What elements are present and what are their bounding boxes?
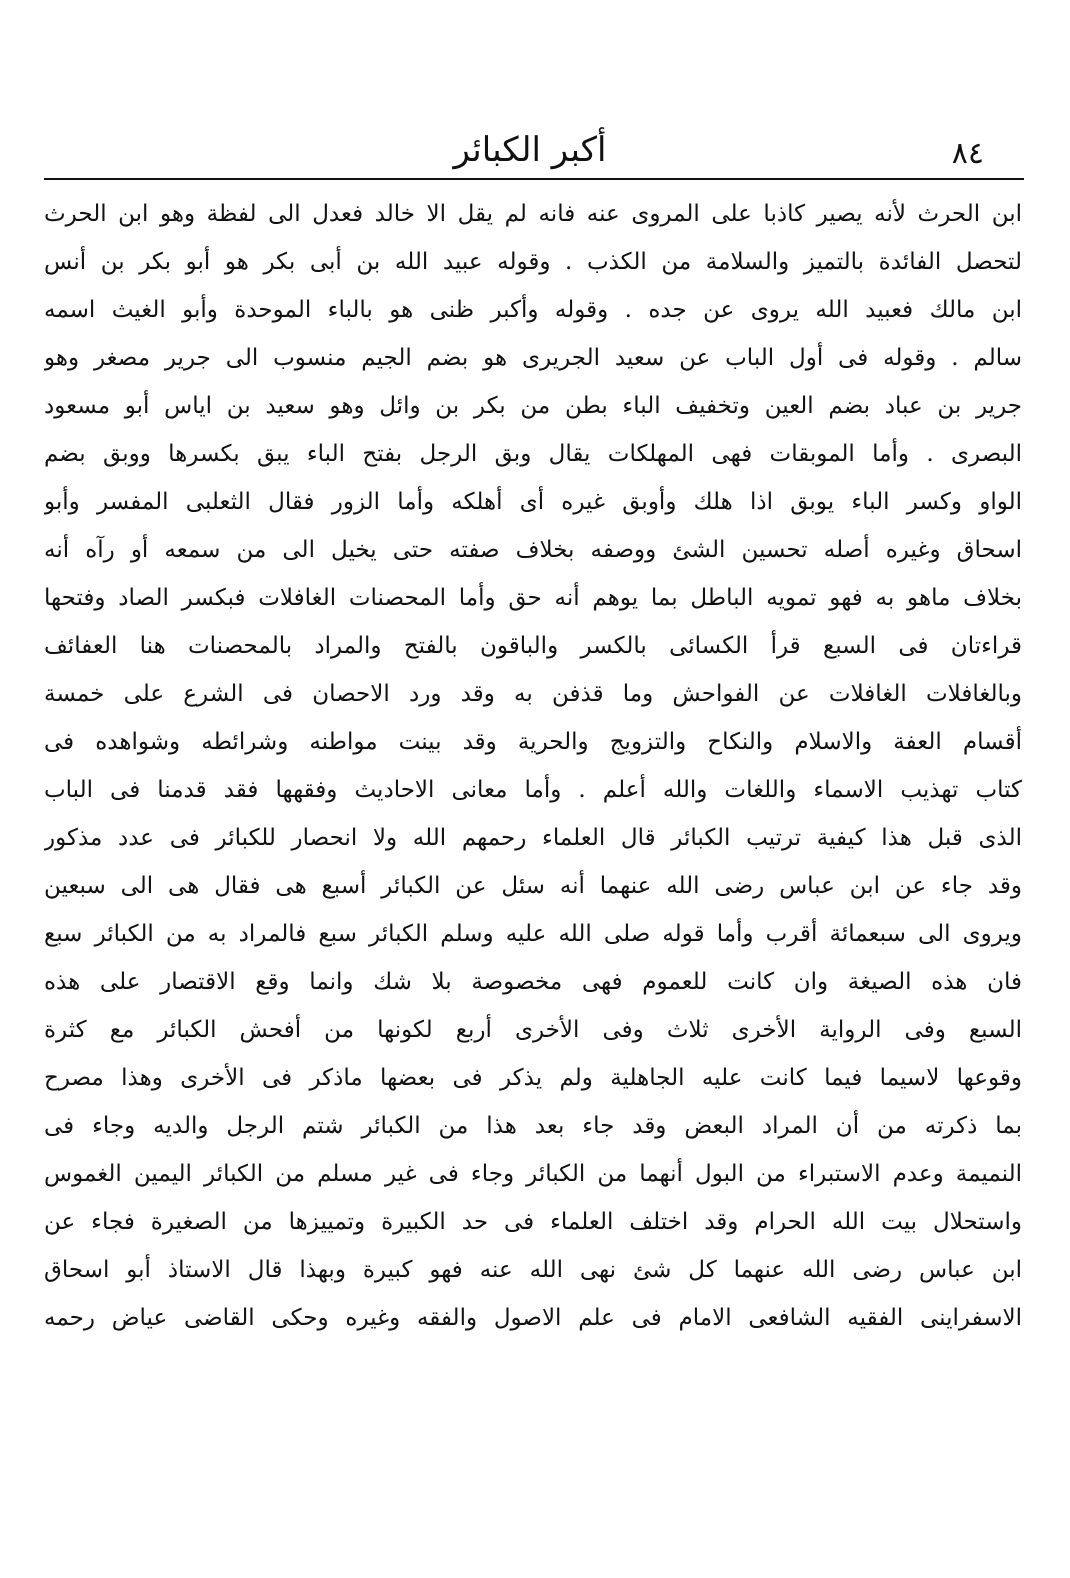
text-line: ويروى الى سبعمائة أقرب وأما قوله صلى الله عليه وسلم الكبائر سبع فالمراد به من الكبائر سبع [44, 921, 1022, 947]
text-line: قراءتان فى السبع قرأ الكسائى بالكسر والباقون بالفتح والمراد بالمحصنات هنا العفائف [44, 633, 1022, 659]
text-line: واستحلال بيت الله الحرام وقد اختلف العلماء فى حد الكبيرة وتمييزها من الصغيرة فجاء عن [44, 1209, 1022, 1235]
text-line: النميمة وعدم الاستبراء من البول أنهما من الكبائر وجاء فى غير مسلم من الكبائر اليمين الغموس [44, 1161, 1022, 1187]
page-header [40, 128, 1020, 176]
text-line: ابن عباس رضى الله عنهما كل شئ نهى الله عنه فهو كبيرة وبهذا قال الاستاذ أبو اسحاق [44, 1257, 1022, 1283]
text-line: اسحاق وغيره أصله تحسين الشئ ووصفه بخلاف صفته حتى يخيل الى من سمعه أو رآه أنه [44, 537, 1022, 563]
body-text [44, 190, 1022, 1342]
text-line: الاسفراينى الفقيه الشافعى الامام فى علم الاصول والفقه وغيره وحكى القاضى عياض رحمه [44, 1305, 1022, 1331]
text-line: الواو وكسر الباء يوبق اذا هلك وأوبق غيره أى أهلكه وأما الزور فقال الثعلبى المفسر وأبو [44, 489, 1022, 515]
text-line: أقسام العفة والاسلام والنكاح والتزويج والحرية وقد بينت مواطنه وشرائطه وشواهده فى [44, 729, 1022, 755]
text-line: الذى قبل هذا كيفية ترتيب الكبائر قال العلماء رحمهم الله ولا انحصار للكبائر فى عدد مذكور [44, 825, 1022, 851]
text-line: البصرى . وأما الموبقات فهى المهلكات يقال وبق الرجل بفتح الباء يبق بكسرها ووبق بضم [44, 441, 1022, 467]
text-line: لتحصل الفائدة بالتميز والسلامة من الكذب . وقوله عبيد الله بن أبى بكر هو أبو بكر بن أنس [44, 249, 1022, 275]
text-line: وقوعها لاسيما فيما كانت عليه الجاهلية ولم يذكر فى بعضها ماذكر فى الأخرى وهذا مصرح [44, 1065, 1022, 1091]
text-line: بخلاف ماهو به فهو تمويه الباطل بما يوهم أنه حق وأما المحصنات الغافلات فبكسر الصاد وفتحها [44, 585, 1022, 611]
page-number: ٨٤ [951, 136, 984, 171]
text-line: وبالغافلات الغافلات عن الفواحش وما قذفن به وقد ورد الاحصان فى الشرع على خمسة [44, 681, 1022, 707]
text-line: وقد جاء عن ابن عباس رضى الله عنهما أنه سئل عن الكبائر أسبع هى فقال هى الى سبعين [44, 873, 1022, 899]
text-line: بما ذكرته من أن المراد البعض وقد جاء بعد هذا من الكبائر شتم الرجل والديه وجاء فى [44, 1113, 1022, 1139]
running-title: أكبر الكبائر [453, 130, 607, 170]
text-line: فان هذه الصيغة وان كانت للعموم فهى مخصوصة بلا شك وانما وقع الاقتصار على هذه [44, 969, 1022, 995]
text-line: ابن مالك فعبيد الله يروى عن جده . وقوله وأكبر ظنى هو بالباء الموحدة وأبو الغيث اسمه [44, 297, 1022, 323]
text-line: جرير بن عباد بضم العين وتخفيف الباء بطن من بكر بن وائل وهو سعيد بن اياس أبو مسعود [44, 393, 1022, 419]
text-line: كتاب تهذيب الاسماء واللغات والله أعلم . وأما معانى الاحاديث وفقهها فقد قدمنا فى الباب [44, 777, 1022, 803]
text-line: ابن الحرث لأنه يصير كاذبا على المروى عنه فانه لم يقل الا خالد فعدل الى لفظة وهو ابن الحرث [44, 201, 1022, 227]
header-rule [44, 178, 1024, 180]
text-line: السبع وفى الرواية الأخرى ثلاث وفى الأخرى أربع لكونها من أفحش الكبائر مع كثرة [44, 1017, 1022, 1043]
text-line: سالم . وقوله فى أول الباب عن سعيد الجريرى هو بضم الجيم منسوب الى جرير مصغر وهو [44, 345, 1022, 371]
